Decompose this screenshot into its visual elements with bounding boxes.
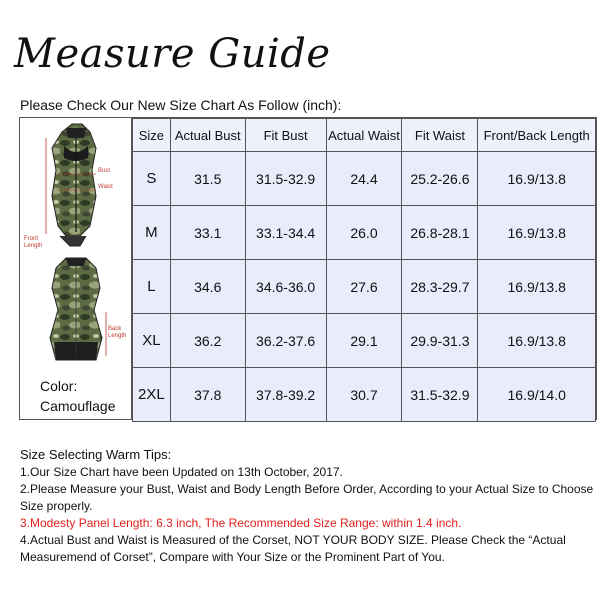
size-cell: 2XL [133, 368, 171, 422]
fit-bust-cell: 36.2-37.6 [245, 314, 326, 368]
size-cell: L [133, 260, 171, 314]
actual-bust-cell: 37.8 [170, 368, 245, 422]
header-row [133, 119, 596, 152]
table-row [133, 206, 596, 260]
waist-annotation: Waist [98, 184, 113, 190]
tip-1: 1.Our Size Chart have been Updated on 13th October, 2017. [20, 465, 343, 479]
actual-waist-cell: 29.1 [326, 314, 402, 368]
size-cell: M [133, 206, 171, 260]
back-length-annotation: Back Length [108, 326, 127, 339]
actual-waist-cell: 26.0 [326, 206, 402, 260]
length-cell: 16.9/13.8 [478, 206, 596, 260]
header-actual-waist: Actual Waist [326, 119, 402, 152]
table-row [133, 368, 596, 422]
tip-4: 4.Actual Bust and Waist is Measured of the Corset, NOT YOUR BODY SIZE. Please Check the “Actual Measuremend of Corset”, Compare with Your Size or the Prominent Part of You. [20, 533, 566, 564]
corset-image-column [20, 118, 132, 419]
actual-waist-cell: 30.7 [326, 368, 402, 422]
corset-back-image [20, 252, 132, 372]
header-actual-bust: Actual Bust [170, 119, 245, 152]
front-length-annotation: Front Length [24, 236, 43, 249]
length-cell: 16.9/13.8 [478, 260, 596, 314]
bust-annotation: Bust [98, 168, 111, 174]
fit-waist-cell: 26.8-28.1 [402, 206, 478, 260]
length-cell: 16.9/14.0 [478, 368, 596, 422]
header-front-back-length: Front/Back Length [478, 119, 596, 152]
size-chart [19, 117, 597, 420]
tip-2: 2.Please Measure your Bust, Waist and Body Length Before Order, According to your Actual Size to Choose Size properly. [20, 482, 594, 513]
fit-bust-cell: 37.8-39.2 [245, 368, 326, 422]
header-fit-waist: Fit Waist [402, 119, 478, 152]
actual-bust-cell: 31.5 [170, 152, 245, 206]
fit-bust-cell: 31.5-32.9 [245, 152, 326, 206]
actual-bust-cell: 33.1 [170, 206, 245, 260]
table-row [133, 260, 596, 314]
size-cell: XL [133, 314, 171, 368]
actual-waist-cell: 27.6 [326, 260, 402, 314]
tips-heading: Size Selecting Warm Tips: [20, 447, 172, 462]
tip-3: 3.Modesty Panel Length: 6.3 inch, The Recommended Size Range: within 1.4 inch. [20, 516, 462, 530]
header-fit-bust: Fit Bust [245, 119, 326, 152]
color-label-text: Color: [40, 378, 78, 394]
color-label [40, 376, 116, 416]
fit-bust-cell: 34.6-36.0 [245, 260, 326, 314]
fit-bust-cell: 33.1-34.4 [245, 206, 326, 260]
size-table [132, 118, 596, 422]
length-cell: 16.9/13.8 [478, 152, 596, 206]
fit-waist-cell: 25.2-26.6 [402, 152, 478, 206]
fit-waist-cell: 28.3-29.7 [402, 260, 478, 314]
page-title: Measure Guide [14, 31, 331, 77]
header-size: Size [133, 119, 171, 152]
actual-bust-cell: 36.2 [170, 314, 245, 368]
length-cell: 16.9/13.8 [478, 314, 596, 368]
size-cell: S [133, 152, 171, 206]
table-row [133, 314, 596, 368]
actual-bust-cell: 34.6 [170, 260, 245, 314]
fit-waist-cell: 31.5-32.9 [402, 368, 478, 422]
actual-waist-cell: 24.4 [326, 152, 402, 206]
table-row [133, 152, 596, 206]
chart-subtitle: Please Check Our New Size Chart As Follow (inch): [20, 97, 342, 113]
size-tips [20, 446, 595, 566]
fit-waist-cell: 29.9-31.3 [402, 314, 478, 368]
color-value: Camouflage [40, 398, 116, 414]
